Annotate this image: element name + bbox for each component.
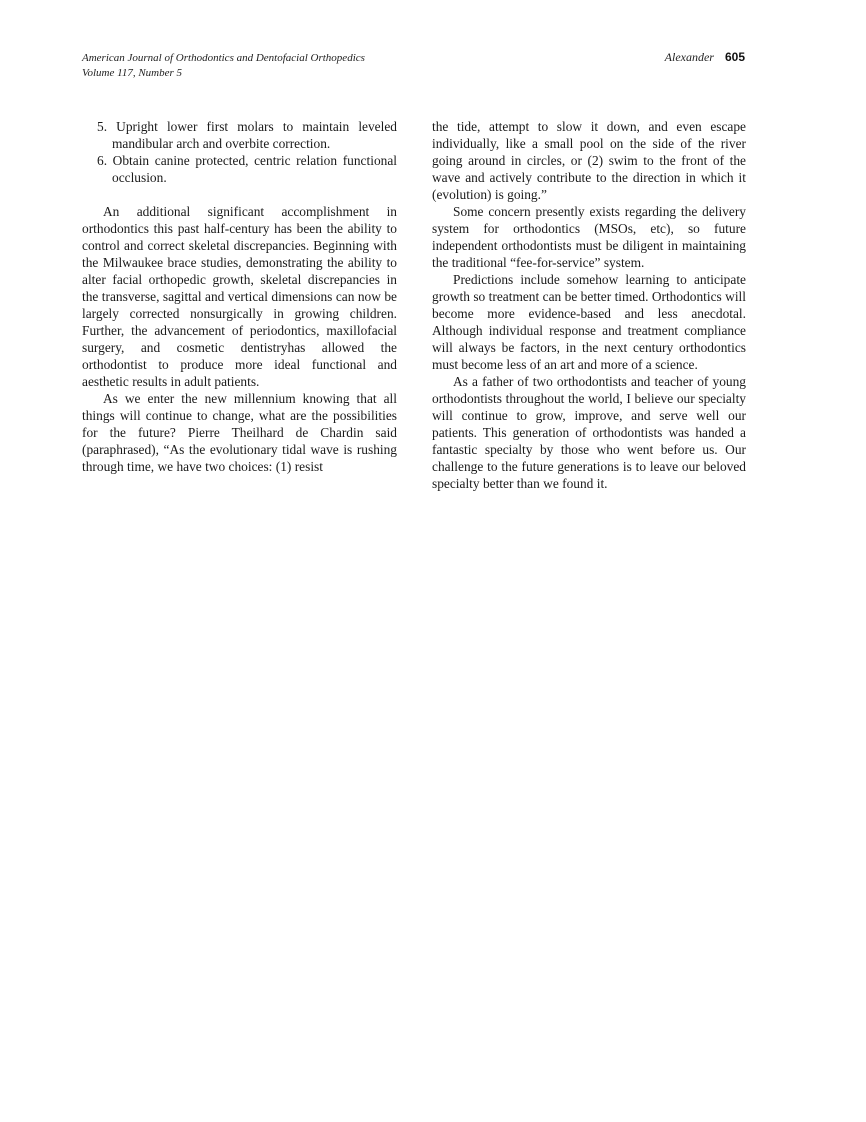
journal-title: American Journal of Orthodontics and Dentofacial Orthopedics [82,52,365,64]
page-number: 605 [724,50,745,64]
running-header-left [82,51,365,81]
volume-number: Volume 117, Number 5 [82,67,183,79]
left-column [82,118,397,475]
paragraph: the tide, attempt to slow it down, and even escape individually, like a small pool on the side of the river going around in circles, or (2) swim to the front of the wave and actively contribute to the direction in which it (evolution) is going.” [432,119,746,202]
author-name: Alexander [664,50,714,64]
paragraph: Some concern presently exists regarding the delivery system for orthodontics (MSOs, etc), so future independent orthodontists must be diligent in maintaining the traditional “fee-for-service” system. [432,204,746,270]
paragraph: Predictions include somehow learning to anticipate growth so treatment can be better timed. Orthodontics will become more evidence-based and less anecdotal. Although individual response and treatment compliance will always be factors, in the next century orthodontics must become less of an art and more of a science. [432,272,746,372]
list-item: 5. Upright lower first molars to maintain leveled mandibular arch and overbite correction. [97,119,397,151]
paragraph: An additional significant accomplishment in orthodontics this past half-century has been the ability to control and correct skeletal discrepancies. Beginning with the Milwaukee brace studies, demonstrating the ability to alter facial orthopedic growth, skeletal discrepancies in the transverse, sagittal and vertical dimensions can now be largely corrected nonsurgically in growing children. Further, the advancement of periodontics, maxillofacial surgery, and cosmetic dentistryhas allowed the orthodontist to produce more ideal functional and aesthetic results in adult patients. [82,204,397,389]
list-item: 6. Obtain canine protected, centric relation functional occlusion. [97,153,397,185]
paragraph: As a father of two orthodontists and teacher of young orthodontists throughout the world, I believe our specialty will continue to grow, improve, and serve well our patients. This generation of orthodontists was handed a fantastic specialty by those who went before us. Our challenge to the future generations is to leave our beloved specialty better than we found it. [432,374,746,491]
paragraph: As we enter the new millennium knowing that all things will continue to change, what are the possibilities for the future? Pierre Theilhard de Chardin said (paraphrased), “As the evolutionary tidal wave is rushing through time, we have two choices: (1) resist [82,391,397,474]
right-column [432,118,746,492]
running-header-right [665,49,745,65]
